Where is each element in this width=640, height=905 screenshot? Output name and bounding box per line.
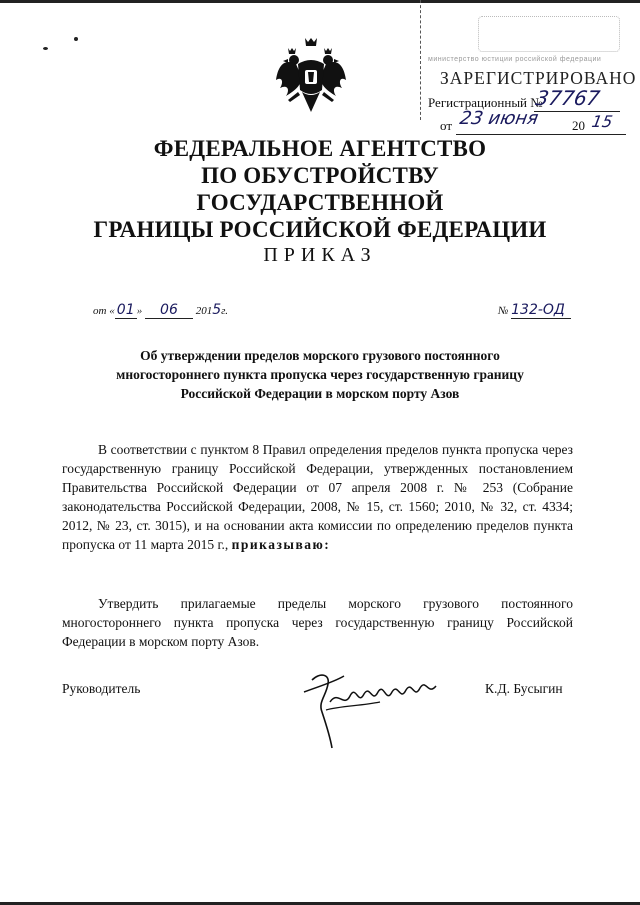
number-prefix: № (498, 305, 509, 317)
number-handwritten: 132-ОД (511, 302, 571, 319)
order-subject (90, 346, 550, 403)
scan-speck (43, 47, 48, 50)
operative-paragraph: Утвердить прилагаемые пределы морского грузового постоянного многостороннего пункта пропуска через государственную границу Российской Федерации в морском порту Азов. (62, 596, 573, 649)
date-mid: » (136, 305, 143, 317)
date-prefix: от « (93, 305, 115, 317)
stamp-border (420, 0, 421, 120)
reg-number-handwritten: 37767 (533, 86, 602, 110)
subject-line-3: Российской Федерации в морском порту Азов (180, 386, 460, 401)
reg-number-label: Регистрационный № (428, 95, 543, 110)
double-headed-eagle-emblem-icon (274, 36, 348, 114)
document-title: ПРИКАЗ (263, 244, 377, 266)
stamp-date-handwritten: 23 июня (458, 108, 540, 129)
preamble-text: В соответствии с пунктом 8 Правил определения пределов пункта пропуска через государственную границу Российской Федерации, утвержденных постановлением Правительства Российской Федерации от 07 апреля 2008 г. № 253 (Собрание законодательства Российской Федерации, 2008, № 15, ст. 1560; 2010, № 32, ст. 4334; 2012, № 23, ст. 3015), и на основании акта комиссии по определению пределов пункта пропуска от 11 марта 2015 г., (62, 442, 573, 552)
signatory-name: К.Д. Бусыгин (485, 681, 563, 696)
agency-name (80, 135, 560, 243)
faint-seal (478, 16, 620, 52)
date-year-prefix: 201 (195, 305, 213, 317)
date-year-suffix: г. (221, 305, 229, 317)
registration-stamp (420, 0, 637, 138)
subject-line-2: многостороннего пункта пропуска через государственную границу (116, 367, 524, 382)
stamp-year-handwritten: 15 (590, 112, 615, 131)
stamp-title: ЗАРЕГИСТРИРОВАНО (440, 68, 637, 88)
date-year-digit: 5 (212, 302, 222, 318)
stamp-faint-text: министерство юстиции российской федерации (428, 56, 602, 63)
signatory-position: Руководитель (62, 681, 141, 696)
signature-icon (300, 662, 450, 752)
agency-line-2: ПО ОБУСТРОЙСТВУ ГОСУДАРСТВЕННОЙ (196, 163, 444, 215)
order-word: приказываю: (231, 537, 331, 552)
agency-line-3: ГРАНИЦЫ РОССИЙСКОЙ ФЕДЕРАЦИИ (93, 217, 547, 242)
agency-line-1: ФЕДЕРАЛЬНОЕ АГЕНТСТВО (153, 136, 487, 161)
order-number (498, 302, 571, 319)
preamble-paragraph (62, 440, 573, 554)
subject-line-1: Об утверждении пределов морского грузового постоянного (140, 348, 500, 363)
order-date (93, 302, 228, 319)
stamp-date-prefix: от (440, 118, 453, 133)
scan-speck (74, 37, 78, 41)
date-month: 06 (145, 302, 193, 319)
date-day: 01 (115, 302, 137, 319)
stamp-year-prefix: 20 (572, 118, 585, 133)
